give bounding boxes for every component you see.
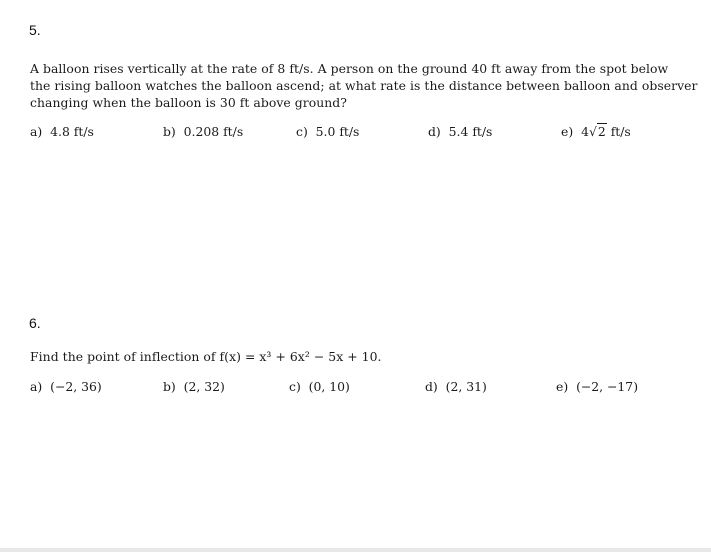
choice-label: e)	[561, 124, 574, 139]
question-5-choice-e[interactable]	[561, 124, 631, 139]
choice-value: (−2, 36)	[50, 379, 102, 394]
choice-label: d)	[425, 379, 438, 394]
page-bottom-edge	[0, 548, 711, 552]
question-6-text: Find the point of inflection of f(x) = x³ + 6x² − 5x + 10.	[30, 349, 382, 364]
question-6-choice-e[interactable]	[556, 379, 638, 394]
choice-value-unit: ft/s	[606, 124, 631, 139]
choice-value: (0, 10)	[308, 379, 350, 394]
question-6-choice-b[interactable]	[163, 379, 225, 394]
question-5-number: 5.	[29, 22, 41, 38]
choice-label: a)	[30, 379, 43, 394]
choice-label: d)	[428, 124, 441, 139]
sqrt-symbol: √2	[588, 124, 606, 139]
question-5-line-1: A balloon rises vertically at the rate of 8 ft/s. A person on the ground 40 ft away from the spot below	[30, 61, 669, 76]
question-5-line-3: changing when the balloon is 30 ft above ground?	[30, 95, 347, 110]
choice-value	[581, 124, 631, 139]
question-5-choice-d[interactable]	[428, 124, 492, 139]
choice-value: 5.0 ft/s	[315, 124, 360, 139]
question-6-choice-a[interactable]	[30, 379, 102, 394]
choice-value: 5.4 ft/s	[448, 124, 493, 139]
choice-label: e)	[556, 379, 569, 394]
question-6-choices	[30, 379, 690, 397]
choice-value: (2, 32)	[183, 379, 225, 394]
question-5-line-2: the rising balloon watches the balloon ascend; at what rate is the distance between balloon and observer	[30, 78, 698, 93]
choice-value: (2, 31)	[445, 379, 487, 394]
question-6-choice-d[interactable]	[425, 379, 487, 394]
sqrt-radicand: 2	[597, 124, 606, 139]
choice-label: c)	[289, 379, 301, 394]
choice-label: a)	[30, 124, 43, 139]
question-5-choice-c[interactable]	[296, 124, 359, 139]
question-5-text	[30, 60, 698, 111]
choice-value: (−2, −17)	[576, 379, 639, 394]
question-5-choice-a[interactable]	[30, 124, 94, 139]
choice-label: b)	[163, 124, 176, 139]
choice-label: b)	[163, 379, 176, 394]
question-5-choice-b[interactable]	[163, 124, 243, 139]
choice-label: c)	[296, 124, 308, 139]
choice-value: 4.8 ft/s	[50, 124, 94, 139]
question-6-number: 6.	[29, 315, 41, 331]
question-6-choice-c[interactable]	[289, 379, 350, 394]
question-5-choices	[30, 124, 690, 142]
choice-value-coefficient: 4	[581, 124, 589, 139]
choice-value: 0.208 ft/s	[183, 124, 244, 139]
